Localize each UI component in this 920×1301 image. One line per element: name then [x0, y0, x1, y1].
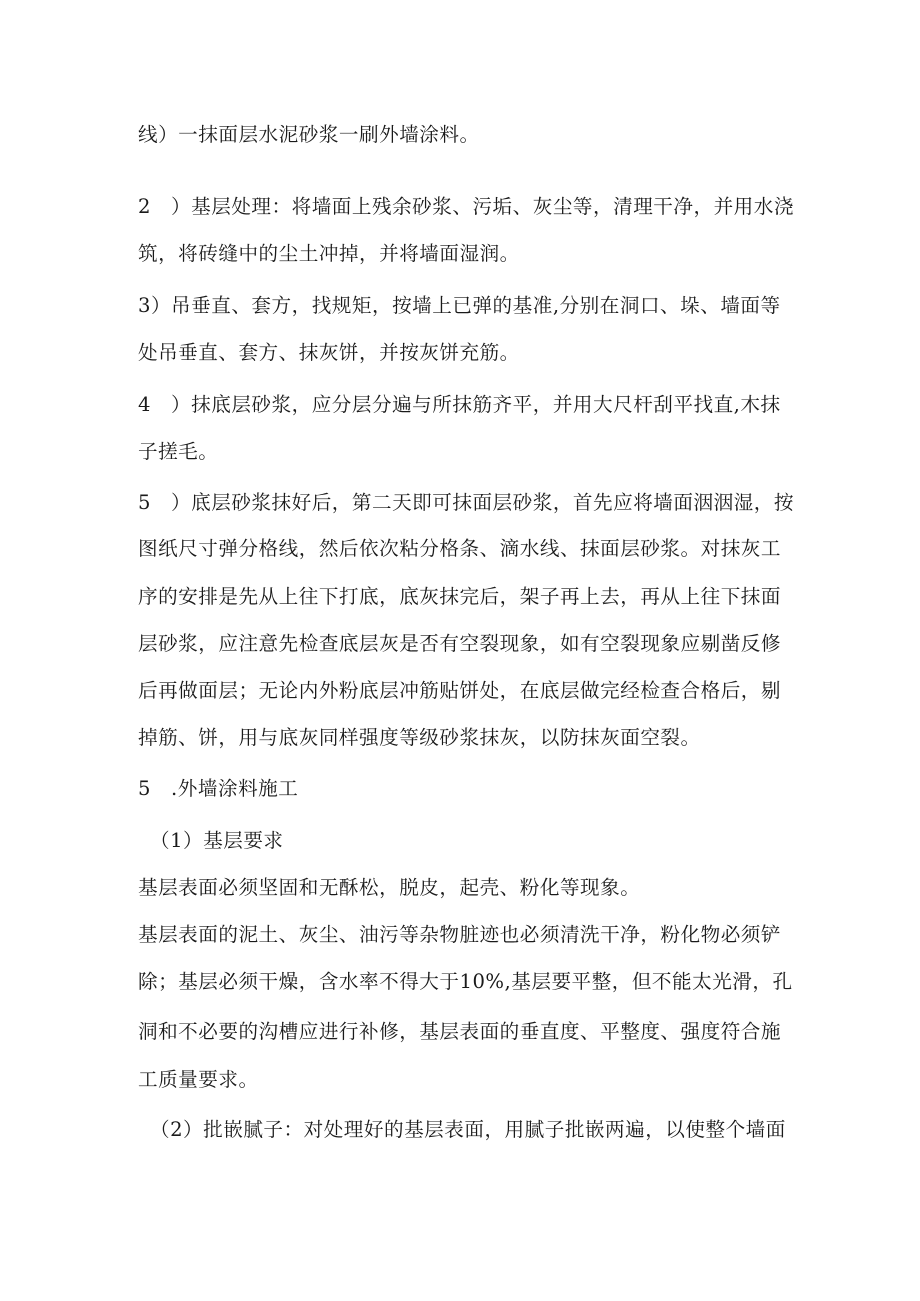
text-line: 层砂浆，应注意先检查底层灰是否有空裂现象，如有空裂现象应剔凿反修 — [138, 632, 781, 655]
text-line: 掉筋、饼，用与底灰同样强度等级砂浆抹灰，以防抹灰面空裂。 — [138, 726, 701, 749]
text-line: 基层表面的泥土、灰尘、油污等杂物脏迹也必须清洗干净，粉化物必须铲 — [138, 923, 781, 946]
text-line: 4 ）抹底层砂浆，应分层分遍与所抹筋齐平，并用大尺杆刮平找直,木抹 — [138, 393, 781, 416]
text-line: 后再做面层；无论内外粉底层冲筋贴饼处，在底层做完经检查合格后，剔 — [138, 679, 781, 702]
section-heading: 5 .外墙涂料施工 — [138, 777, 299, 800]
text-line: 除；基层必须干燥，含水率不得大于10%,基层要平整，但不能太光滑，孔 — [138, 970, 793, 993]
text-line: 子搓毛。 — [138, 440, 219, 463]
text-line: 基层表面必须坚固和无酥松，脱皮，起壳、粉化等现象。 — [138, 876, 641, 899]
text-line: 5 ）底层砂浆抹好后，第二天即可抹面层砂浆，首先应将墙面洇洇湿，按 — [138, 491, 794, 514]
text-line: 序的安排是先从上往下打底，底灰抹完后，架子再上去，再从上往下抹面 — [138, 585, 781, 608]
text-line: 工质量要求。 — [138, 1068, 259, 1091]
text-line: 洞和不必要的沟槽应进行补修，基层表面的垂直度、平整度、强度符合施 — [138, 1020, 781, 1043]
text-line: 图纸尺寸弹分格线，然后依次粘分格条、滴水线、抹面层砂浆。对抹灰工 — [138, 537, 781, 560]
text-line: 线）一抹面层水泥砂浆一刷外墙涂料。 — [138, 123, 480, 146]
text-line: 筑，将砖缝中的尘土冲掉，并将墙面湿润。 — [138, 242, 520, 265]
text-line: 2 ）基层处理：将墙面上残余砂浆、污垢、灰尘等，清理干净，并用水浇 — [138, 195, 794, 218]
text-line: 3）吊垂直、套方，找规矩，按墙上已弹的基准,分别在洞口、垛、墙面等 — [138, 294, 781, 317]
subsection-heading: （1）基层要求 — [150, 829, 284, 852]
text-line: （2）批嵌腻子：对处理好的基层表面，用腻子批嵌两遍，以使整个墙面 — [150, 1118, 786, 1141]
text-line: 处吊垂直、套方、抹灰饼，并按灰饼充筋。 — [138, 341, 520, 364]
